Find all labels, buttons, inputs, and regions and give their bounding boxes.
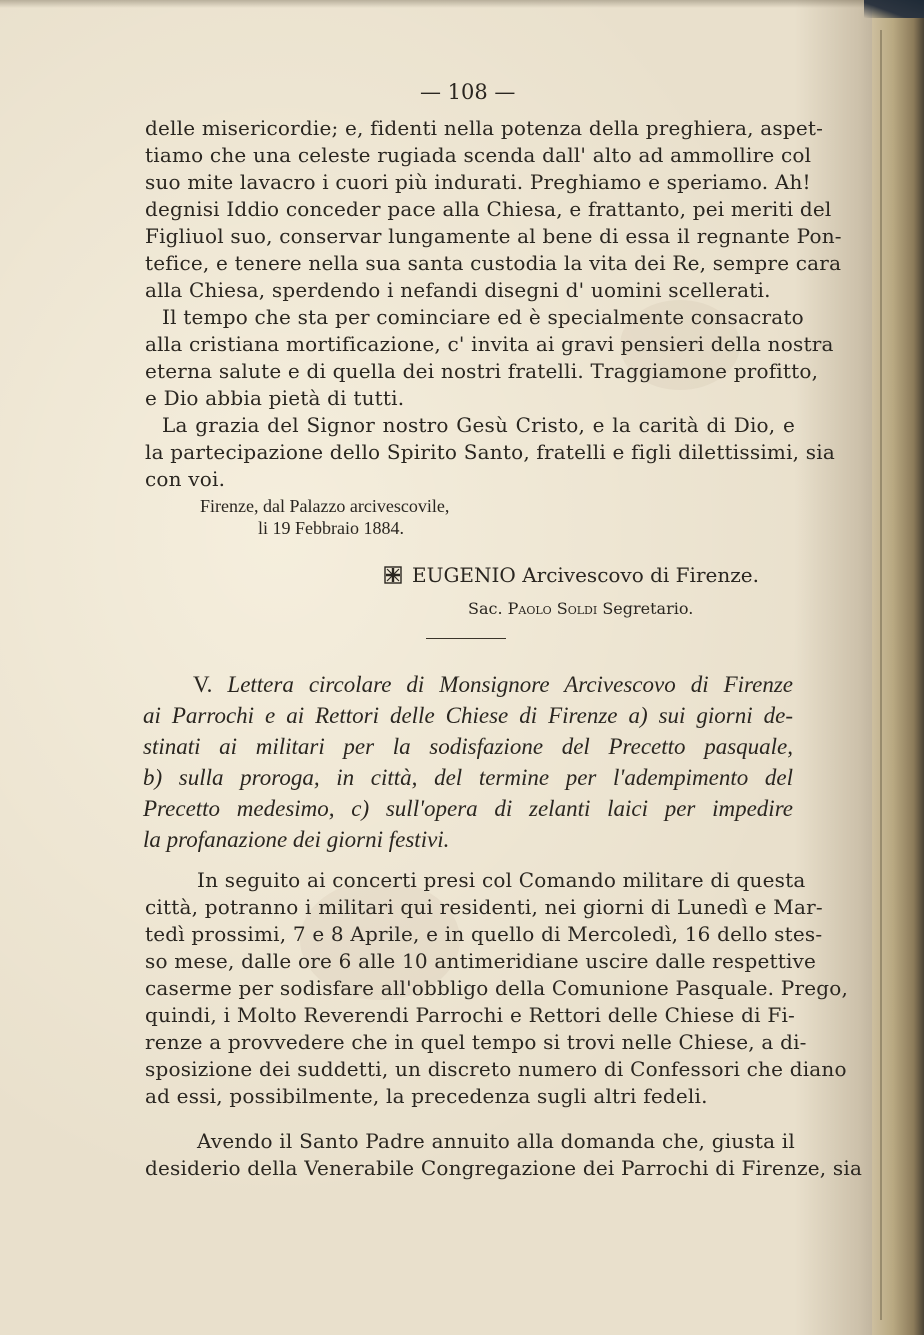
text-line: ad essi, possibilmente, la precedenza sugli altri fedeli.	[145, 1084, 708, 1108]
text-line: la partecipazione dello Spirito Santo, fratelli e figli dilettissimi, sia	[145, 440, 835, 464]
title-line: la profanazione dei giorni festivi.	[143, 827, 450, 852]
background-corner	[864, 0, 924, 18]
text-line: e Dio abbia pietà di tutti.	[145, 386, 405, 410]
title-text: Lettera circolare di Monsignore Arcivescovo di Firenze	[227, 672, 793, 697]
text-line: delle misericordie; e, fidenti nella potenza della preghiera, aspet-	[145, 116, 824, 140]
title-line: stinati ai militari per la sodisfazione del Precetto pasquale,	[143, 734, 793, 759]
section-divider	[426, 638, 506, 639]
text-line: tefice, e tenere nella sua santa custodia la vita dei Re, sempre cara	[145, 251, 842, 275]
date-line: li 19 Febbraio 1884.	[258, 518, 404, 538]
text-line: eterna salute e di quella dei nostri fratelli. Traggiamone profitto,	[145, 359, 819, 383]
text-line: alla Chiesa, sperdendo i nefandi disegni d' uomini scellerati.	[145, 278, 771, 302]
archbishop-name: EUGENIO	[412, 563, 516, 587]
title-line: b) sulla proroga, in città, del termine per l'adempimento del	[143, 765, 793, 790]
cross-icon	[384, 566, 402, 584]
place-line: Firenze, dal Palazzo arcivescovile,	[200, 496, 450, 516]
top-shadow	[0, 0, 924, 8]
text-line: so mese, dalle ore 6 alle 10 antimeridiane uscire dalle respettive	[145, 949, 817, 973]
title-line: Precetto medesimo, c) sull'opera di zelanti laici per impedire	[143, 796, 793, 821]
page-number: — 108 —	[420, 80, 516, 104]
text-line: La grazia del Signor nostro Gesù Cristo, e la carità di Dio, e	[162, 413, 795, 437]
secretary-role: Segretario.	[602, 599, 694, 618]
signature	[384, 563, 759, 587]
secretary-prefix: Sac.	[468, 599, 503, 618]
text-line: quindi, i Molto Reverendi Parrochi e Rettori delle Chiese di Fi-	[145, 1003, 795, 1027]
archbishop-title: Arcivescovo di Firenze.	[522, 563, 759, 587]
text-line: Il tempo che sta per cominciare ed è specialmente consacrato	[162, 305, 804, 329]
gutter-line	[880, 30, 882, 1320]
text-line: In seguito ai concerti presi col Comando militare di questa	[197, 868, 806, 892]
text-line: tedì prossimi, 7 e 8 Aprile, e in quello di Mercoledì, 16 dello stes-	[145, 922, 823, 946]
text-line: con voi.	[145, 467, 226, 491]
section-number: V.	[193, 672, 213, 697]
text-line: caserme per sodisfare all'obbligo della Comunione Pasquale. Prego,	[145, 976, 849, 1000]
text-line: desiderio della Venerabile Congregazione dei Parrochi di Firenze, sia	[145, 1156, 863, 1180]
page-gutter-edge	[872, 0, 924, 1335]
text-line: Avendo il Santo Padre annuito alla domanda che, giusta il	[197, 1129, 795, 1153]
text-line: città, potranno i militari qui residenti, nei giorni di Lunedì e Mar-	[145, 895, 823, 919]
text-line: suo mite lavacro i cuori più indurati. Preghiamo e speriamo. Ah!	[145, 170, 811, 194]
secretary-line	[468, 599, 693, 618]
text-line: renze a provvedere che in quel tempo si trovi nelle Chiese, a di-	[145, 1030, 807, 1054]
title-line: ai Parrochi e ai Rettori delle Chiese di Firenze a) sui giorni de-	[143, 703, 793, 728]
text-line: tiamo che una celeste rugiada scenda dall' alto ad ammollire col	[145, 143, 812, 167]
title-line	[193, 670, 793, 700]
text-line: Figliuol suo, conservar lungamente al bene di essa il regnante Pon-	[145, 224, 842, 248]
text-line: sposizione dei suddetti, un discreto numero di Confessori che diano	[145, 1057, 847, 1081]
text-line: alla cristiana mortificazione, c' invita ai gravi pensieri della nostra	[145, 332, 834, 356]
text-line: degnisi Iddio conceder pace alla Chiesa, e frattanto, pei meriti del	[145, 197, 832, 221]
secretary-name: Paolo Soldi	[507, 599, 598, 618]
